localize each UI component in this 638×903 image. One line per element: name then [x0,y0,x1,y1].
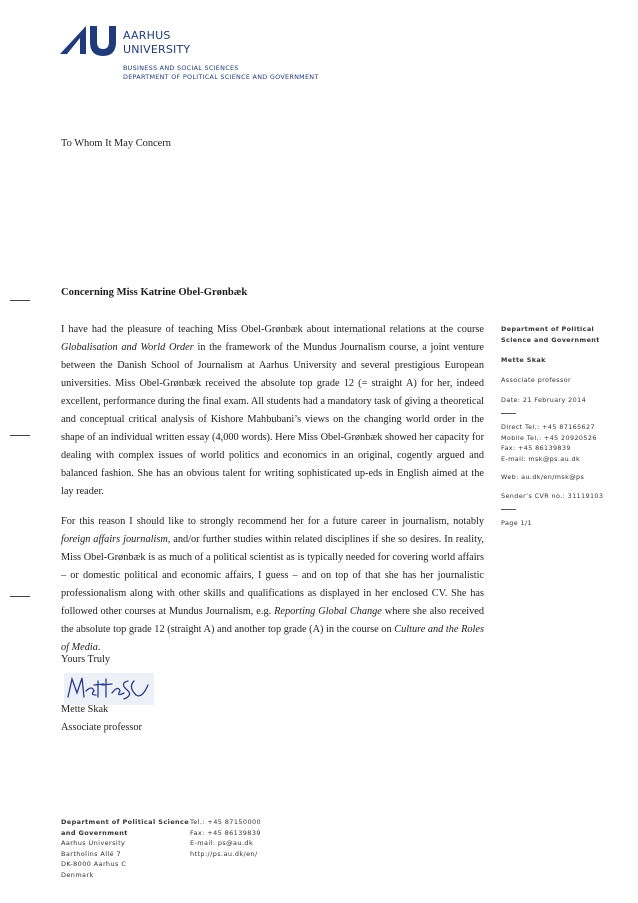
footer-address [61,817,189,880]
footer-contact [190,817,261,859]
footer-address-4: Denmark [61,870,94,879]
sidebar-name: Mette Skak [501,356,546,364]
footer-address-2: Bartholins Allé 7 [61,849,122,858]
salutation: To Whom It May Concern [61,138,171,149]
footer-address-3: DK-8000 Aarhus C [61,860,127,868]
course-title: Reporting Global Change [274,606,382,617]
university-name [123,29,190,57]
text-run: where she also received the absolute top grade 12 (straight A) and another top grade (A) in the course on [61,606,484,635]
letter-body [61,321,484,669]
sidebar-mobile-tel: Mobile Tel.: +45 20920526 [501,433,597,442]
text-run: For this reason I should like to strongly recommend her for a future career in journalism, notably [61,516,484,527]
text-run: I have had the pleasure of teaching Miss Obel-Grønbæk about international relations at the course [61,324,484,335]
faculty-block [123,64,319,82]
text-run: , and/or further studies within related disciplines if she so desires. In reality, Miss Obel-Grønbæk is as much of a political scientist as is typically needed for covering world affairs – or domestic political and economic affairs, I guess – and on top of that she has her journalistic professionalism along with other skills and qualifications as displayed in her enclosed CV. She has followed other courses at Mundus Journalism, e.g. [61,534,484,617]
department-name: DEPARTMENT OF POLITICAL SCIENCE AND GOVERNMENT [123,73,319,81]
footer-web[interactable]: http://ps.au.dk/en/ [190,849,258,858]
signer-name: Mette Skak [61,704,109,715]
aarhus-university-logo [60,24,116,56]
sidebar-direct-tel: Direct Tel.: +45 87165627 [501,423,595,431]
university-line-1: AARHUS [123,29,171,42]
course-title: Globalisation and World Order [61,342,194,353]
university-line-2: UNIVERSITY [123,43,191,56]
sidebar-divider [501,509,516,510]
sidebar-date: Date: 21 February 2014 [501,395,587,404]
text-run: . [97,642,101,653]
footer-dept-line-1: Department of Political Science [61,818,190,826]
sidebar-fax: Fax: +45 86139839 [501,444,571,452]
faculty-name: BUSINESS AND SOCIAL SCIENCES [123,64,239,72]
fold-mark [10,300,30,301]
fold-mark [10,596,30,597]
signer-title: Associate professor [61,722,142,733]
footer-fax: Fax: +45 86139839 [190,828,261,837]
closing: Yours Truly [61,654,111,665]
sidebar-page: Page 1/1 [501,519,532,527]
sidebar-dept-line-2: Science and Government [501,336,600,344]
paragraph-2 [61,513,484,657]
course-title: Culture and the Roles of Media [61,624,484,653]
signer-block [61,701,142,737]
footer-address-1: Aarhus University [61,839,126,847]
sidebar-web[interactable]: Web: au.dk/en/msk@ps [501,473,585,481]
sender-sidebar [501,324,621,529]
sidebar-title: Associate professor [501,376,572,384]
sidebar-email[interactable]: E-mail: msk@ps.au.dk [501,454,581,463]
letter-subject: Concerning Miss Katrine Obel-Grønbæk [61,287,248,298]
sidebar-cvr: Sender’s CVR no.: 31119103 [501,491,604,500]
footer-email[interactable]: E-mail: ps@au.dk [190,839,254,847]
emphasis: foreign affairs journalism [61,534,168,545]
sidebar-divider [501,413,516,414]
footer-dept-line-2: and Government [61,828,128,837]
paragraph-1 [61,321,484,501]
text-run: in the framework of the Mundus Journalism course, a joint venture between the Danish School of Journalism at Aarhus University and several prestigious European universities. Miss Obel-Grønbæk received the absolute top grade 12 (= straight A) for her, indeed excellent, performance during the final exam. All students had a mandatory task of giving a theoretical and conceptual critical analysis of Kishore Mahbubani’s views on the changing world order in the shape of an individual written essay (4,000 words). Here Miss Obel-Grønbæk showed her capacity for dealing with complex issues of world politics and economics in an original, cogently argued and balanced fashion. She has an obvious talent for writing sophisticated up-eds in English aimed at the lay reader. [61,342,485,497]
footer-tel: Tel.: +45 87150000 [190,818,262,826]
fold-mark [10,435,30,436]
sidebar-dept-line-1: Department of Political [501,325,595,333]
